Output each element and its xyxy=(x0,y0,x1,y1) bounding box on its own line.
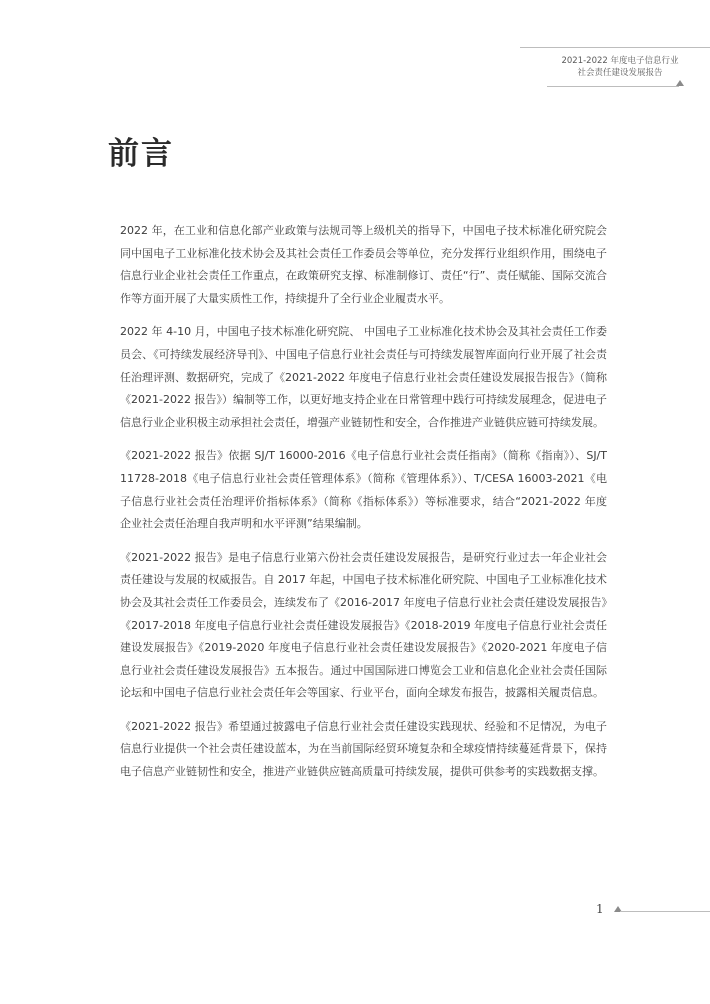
paragraph-4: 《2021-2022 报告》是电子信息行业第六份社会责任建设发展报告，是研究行业过去一年企业社会责任建设与发展的权威报告。自 2017 年起，中国电子技术标准化研究院、中国电子工业标准化技术协会及其社会责任工作委员会，连续发布了《2016-2017 年度电子信息行业社会责任建设发展报告》《2017-2018 年度电子信息行业社会责任建设发展报告》《2018-2019 年度电子信息行业社会责任建设发展报告》《2019-2020 年度电子信息行业社会责任建设发展报告》《2020-2021 年度电子信息行业社会责任建设发展报告》五本报告。通过中国国际进口博览会工业和信息化企业社会责任国际论坛和中国电子信息行业社会责任年会等国家、行业平台，面向全球发布报告，披露相关履责信息。 xyxy=(120,550,607,700)
header-rule-top xyxy=(520,47,710,48)
triangle-marker-icon xyxy=(676,80,684,86)
page-title: 前言 xyxy=(108,136,174,172)
running-header xyxy=(556,55,684,79)
paragraph-1: 2022 年，在工业和信息化部产业政策与法规司等上级机关的指导下，中国电子技术标准化研究院会同中国电子工业标准化技术协会及其社会责任工作委员会等单位，充分发挥行业组织作用，围绕电子信息行业企业社会责任工作重点，在政策研究支撑、标准制修订、责任“行”、责任赋能、国际交流合作等方面开展了大量实质性工作，持续提升了全行业企业履责水平。 xyxy=(120,224,607,305)
paragraph-2: 2022 年 4-10 月，中国电子技术标准化研究院、 中国电子工业标准化技术协会及其社会责任工作委员会、《可持续发展经济导刊》、中国电子信息行业社会责任与可持续发展智库面向行业开展了社会责任治理评测、数据研究，完成了《2021-2022 年度电子信息行业社会责任建设发展报告报告》（简称《2021-2022 报告》）编制等工作，以更好地支持企业在日常管理中践行可持续发展理念，促进电子信息行业企业积极主动承担社会责任，增强产业链韧性和安全，合作推进产业链供应链可持续发展。 xyxy=(120,325,607,429)
running-header-line-2: 社会责任建设发展报告 xyxy=(577,68,663,78)
page-number: 1 xyxy=(596,902,604,916)
running-header-line-1: 2021-2022 年度电子信息行业 xyxy=(561,56,679,66)
footer-rule xyxy=(620,911,710,912)
paragraph-3: 《2021-2022 报告》依据 SJ/T 16000-2016《电子信息行业社会责任指南》（简称《指南》）、SJ/T 11728-2018《电子信息行业社会责任管理体系》（简称《管理体系》）、T/CESA 16003-2021《电子信息行业社会责任治理评价指标体系》（简称《指标体系》）等标准要求，结合“2021-2022 年度企业社会责任治理自我声明和水平评测”结果编制。 xyxy=(120,449,607,531)
paragraph-5: 《2021-2022 报告》希望通过披露电子信息行业社会责任建设实践现状、经验和不足情况，为电子信息行业提供一个社会责任建设蓝本，为在当前国际经贸环境复杂和全球疫情持续蔓延背景下，保持电子信息产业链韧性和安全，推进产业链供应链高质量可持续发展，提供可供参考的实践数据支撑。 xyxy=(120,719,607,779)
preface-body xyxy=(120,220,607,795)
header-rule-bottom xyxy=(547,86,679,87)
